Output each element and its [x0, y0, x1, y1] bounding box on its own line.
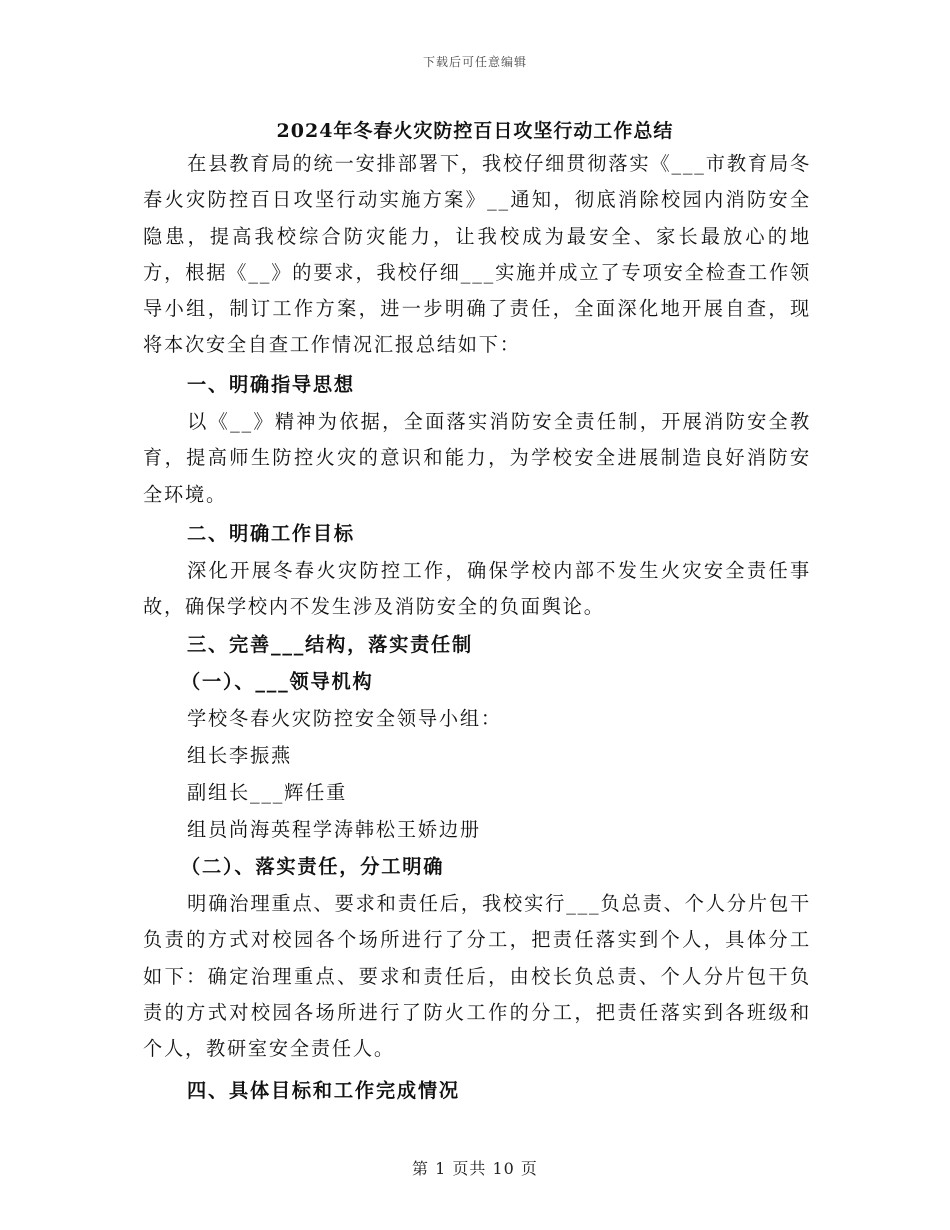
section3-heading: 三、完善___结构，落实责任制 [187, 633, 474, 656]
subsection2-paragraph: 明确治理重点、要求和责任后，我校实行___负总责、个人分片包干负责的方式对校园各个场所进行了分工，把责任落实到个人，具体分工如下：确定治理重点、要求和责任后，由校长负总责、个人分片包干负责的方式对校园各场所进行了防火工作的分工，把责任落实到各班级和个人，教研室安全责任人。 [143, 892, 811, 1061]
subsection1-line1: 学校冬春火灾防控安全领导小组： [187, 707, 502, 730]
subsection1-line3: 副组长___辉任重 [187, 781, 348, 804]
subsection2-heading: （二）、落实责任，分工明确 [181, 855, 445, 878]
section1-heading: 一、明确指导思想 [187, 373, 355, 396]
section4-heading: 四、具体目标和工作完成情况 [187, 1079, 460, 1102]
page-number: 第 1 页共 10 页 [412, 1159, 538, 1178]
section1-paragraph: 以《__》精神为依据，全面落实消防安全责任制，开展消防安全教育，提高师生防控火灾的意识和能力，为学校安全进展制造良好消防安全环境。 [143, 410, 811, 506]
intro-paragraph: 在县教育局的统一安排部署下，我校仔细贯彻落实《___市教育局冬春火灾防控百日攻坚行动实施方案》__通知，彻底消除校园内消防安全隐患，提高我校综合防灾能力，让我校成为最安全、家长最放心的地方，根据《__》的要求，我校仔细___实施并成立了专项安全检查工作领导小组，制订工作方案，进一步明确了责任，全面深化地开展自查，现将本次安全自查工作情况汇报总结如下： [143, 152, 811, 357]
document-title: 2024年冬春火灾防控百日攻坚行动工作总结 [276, 120, 674, 142]
section2-paragraph: 深化开展冬春火灾防控工作，确保学校内部不发生火灾安全责任事故，确保学校内不发生涉及消防安全的负面舆论。 [143, 559, 811, 619]
subsection1-heading: （一）、___领导机构 [181, 670, 374, 693]
subsection1-line4: 组员尚海英程学涛韩松王娇边册 [187, 818, 481, 841]
subsection1-line2: 组长李振燕 [187, 744, 292, 767]
section2-heading: 二、明确工作目标 [187, 522, 355, 545]
page-header-note: 下载后可任意编辑 [422, 55, 527, 69]
